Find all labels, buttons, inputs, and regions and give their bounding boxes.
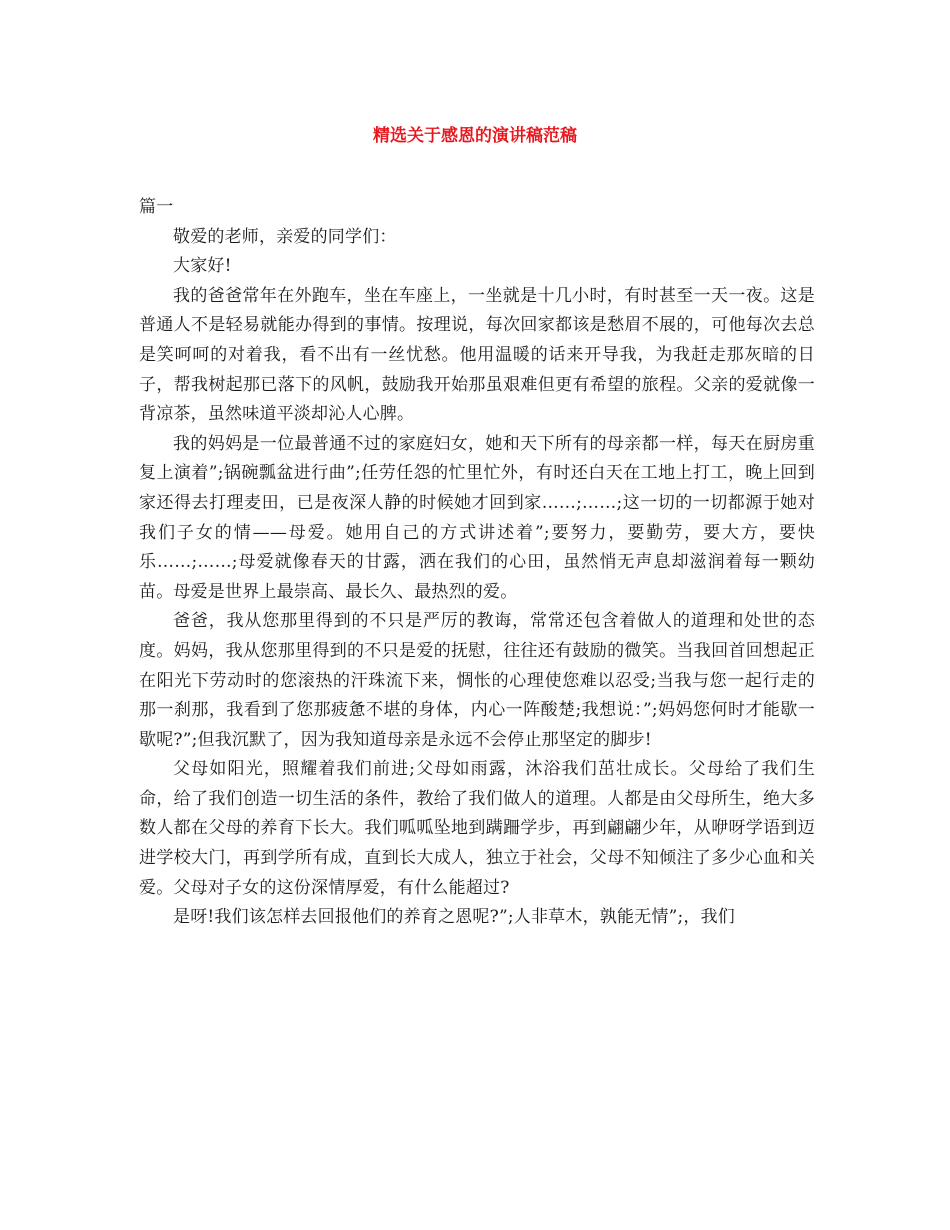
paragraph-mother: 我的妈妈是一位最普通不过的家庭妇女，她和天下所有的母亲都一样，每天在厨房重复上演着”;锅碗瓢盆进行曲”;任劳任怨的忙里忙外，有时还白天在工地上打工，晚上回到家还得去打理麦田，已是夜深人静的时候她才回到家……;……;这一切的一切都源于她对我们子女的情——母爱。她用自己的方式讲述着”;要努力，要勤劳，要大方，要快乐……;……;母爱就像春天的甘露，洒在我们的心田，虽然悄无声息却滋润着每一颗幼苗。母爱是世界上最崇高、最长久、最热烈的爱。 bbox=[139, 433, 815, 602]
paragraph-father: 我的爸爸常年在外跑车，坐在车座上，一坐就是十几小时，有时甚至一天一夜。这是普通人不是轻易就能办得到的事情。按理说，每次回家都该是愁眉不展的，可他每次去总是笑呵呵的对着我，看不出有一丝忧愁。他用温暖的话来开导我，为我赶走那灰暗的日子，帮我树起那已落下的风帆，鼓励我开始那虽艰难但更有希望的旅程。父亲的爱就像一背凉茶，虽然味道平淡却沁人心脾。 bbox=[139, 285, 815, 425]
section-heading: 篇一 bbox=[139, 197, 174, 217]
paragraph-parents-sunshine: 父母如阳光，照耀着我们前进;父母如雨露，沐浴我们茁壮成长。父母给了我们生命，给了我们创造一切生活的条件，教给了我们做人的道理。人都是由父母所生，绝大多数人都在父母的养育下长大。我们呱呱坠地到蹒跚学步，再到翩翩少年，从咿呀学语到迈进学校大门，再到学所有成，直到长大成人，独立于社会，父母不知倾注了多少心血和关爱。父母对子女的这份深情厚爱，有什么能超过? bbox=[139, 759, 815, 898]
document-body bbox=[139, 193, 815, 933]
document-title: 精选关于感恩的演讲稿范稿 bbox=[373, 126, 577, 146]
greeting: 大家好! bbox=[173, 256, 232, 277]
salutation: 敬爱的老师，亲爱的同学们： bbox=[173, 226, 397, 247]
paragraph-repay: 是呀!我们该怎样去回报他们的养育之恩呢?”;人非草木，孰能无情”;，我们 bbox=[173, 907, 735, 928]
paragraph-parents-teaching: 爸爸，我从您那里得到的不只是严厉的教诲，常常还包含着做人的道理和处世的态度。妈妈，我从您那里得到的不只是爱的抚慰，往往还有鼓励的微笑。当我回首回想起正在阳光下劳动时的您滚热的汗珠流下来，惆怅的心理使您难以忍受;当我与您一起行走的那一刹那，我看到了您那疲惫不堪的身体，内心一阵酸楚;我想说：”;妈妈您何时才能歇一歇呢?”;但我沉默了，因为我知道母亲是永远不会停止那坚定的脚步! bbox=[139, 611, 815, 750]
